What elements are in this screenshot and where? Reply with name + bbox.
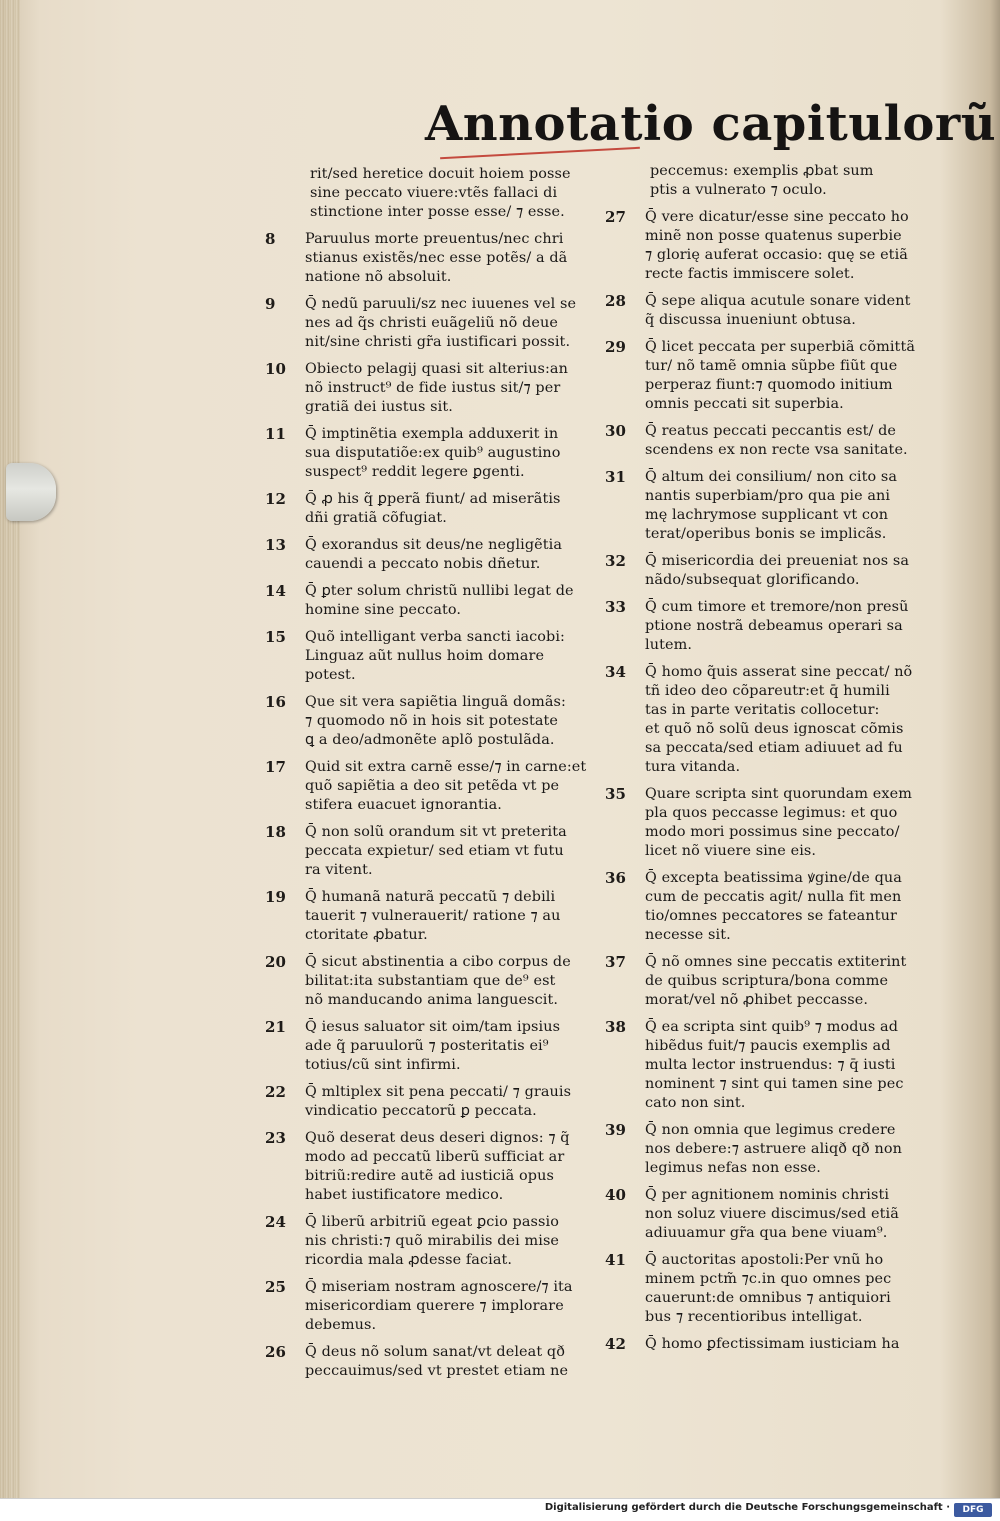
chapter-number: 37	[605, 953, 627, 971]
chapter-number: 32	[605, 552, 627, 570]
chapter-number: 24	[265, 1213, 287, 1231]
chapter-entry	[605, 162, 945, 200]
chapter-entry	[605, 208, 945, 284]
chapter-number: 33	[605, 598, 627, 616]
chapter-entry	[605, 1121, 945, 1178]
chapter-number: 38	[605, 1018, 627, 1036]
chapter-summary: Q̄ cum timore et tremore/non presũ ptione nostrã debeamus operari sa lutem.	[645, 599, 909, 653]
chapter-summary: Q̄ liberũ arbitriũ egeat ꝑcio passio nis christi:⁊ quõ mirabilis dei mise ricordia mala ꝓdesse faciat.	[305, 1214, 560, 1268]
chapter-summary: Obiecto pelagij quasi sit alterius:an nõ instruct⁹ de fide iustus sit/⁊ per gratiã dei iustus sit.	[305, 361, 568, 415]
chapter-number: 31	[605, 468, 627, 486]
chapter-entry	[605, 1335, 945, 1354]
chapter-number: 25	[265, 1278, 287, 1296]
chapter-number: 41	[605, 1251, 627, 1269]
chapter-entry	[605, 422, 945, 460]
chapter-entry	[605, 1186, 945, 1243]
chapter-entry	[265, 1278, 605, 1335]
chapter-summary: Quare scripta sint quorundam exem pla quos peccasse legimus: et quo modo mori possimus sine peccato/ licet nõ viuere sine eis.	[645, 786, 912, 859]
chapter-number: 28	[605, 292, 627, 310]
funding-credit: Digitalisierung gefördert durch die Deutsche Forschungsgemeinschaft ·	[544, 1502, 950, 1513]
chapter-entry	[265, 628, 605, 685]
chapter-summary: Q̄ auctoritas apostoli:Per vnũ ho minem pctm̃ ⁊c.in quo omnes pec cauerunt:de omnibus ⁊ antiquiori bus ⁊ recentioribus intelligat.	[645, 1252, 892, 1325]
chapter-summary: Q̄ sicut abstinentia a cibo corpus de bilitat:ita substantiam que de⁹ est nõ manducando anima languescit.	[305, 954, 571, 1008]
chapter-entry	[605, 598, 945, 655]
chapter-number: 42	[605, 1335, 627, 1353]
chapter-entry	[265, 295, 605, 352]
chapter-summary: Q̄ homo q̃uis asserat sine peccat/ nõ tñ ideo deo cõpareutr:et q̄ humili tas in parte veritatis collocetur: et quõ nõ solũ deus ignoscat cõmis sa peccata/sed etiam adiuuet ad fu tura vitanda.	[645, 664, 913, 775]
right-column	[605, 162, 945, 1362]
chapter-entry	[265, 425, 605, 482]
chapter-entry	[605, 785, 945, 861]
chapter-entry	[265, 1083, 605, 1121]
book-clamp	[6, 463, 56, 521]
chapter-summary: Q̄ nõ omnes sine peccatis extiterint de quibus scriptura/bona comme morat/vel nõ ꝓhibet peccasse.	[645, 954, 907, 1008]
chapter-entry	[605, 869, 945, 945]
chapter-summary: Q̄ imptinẽtia exempla adduxerit in sua disputatiõe:ex quib⁹ augustino suspect⁹ reddit legere ꝑgenti.	[305, 426, 561, 480]
chapter-number: 40	[605, 1186, 627, 1204]
page-title: Annotatio capitulorũ	[425, 96, 997, 152]
chapter-summary: Q̄ deus nõ solum sanat/vt deleat qð peccauimus/sed vt prestet etiam ne	[305, 1344, 569, 1379]
chapter-entry	[265, 1213, 605, 1270]
chapter-number: 29	[605, 338, 627, 356]
chapter-entry	[265, 490, 605, 528]
chapter-summary: Q̄ vere dicatur/esse sine peccato ho minẽ non posse quatenus superbie ⁊ glorię auferat occasio: quę se etiã recte factis immiscere solet.	[645, 209, 909, 282]
chapter-number: 39	[605, 1121, 627, 1139]
chapter-entry	[265, 165, 605, 222]
chapter-entry	[265, 823, 605, 880]
chapter-summary: Que sit vera sapiẽtia linguã domãs: ⁊ quomodo nõ in hois sit potestate ꝗ a deo/admonẽte aplõ postulãda.	[305, 694, 566, 748]
chapter-entry	[265, 758, 605, 815]
chapter-summary: Q̄ humanã naturã peccatũ ⁊ debili tauerit ⁊ vulnerauerit/ ratione ⁊ au ctoritate ꝓbatur.	[305, 889, 561, 943]
chapter-summary: Q̄ mltiplex sit pena peccati/ ⁊ grauis vindicatio peccatorũ ꝑ peccata.	[305, 1084, 572, 1119]
chapter-summary: Q̄ ꝑter solum christũ nullibi legat de homine sine peccato.	[305, 583, 574, 618]
chapter-number: 22	[265, 1083, 287, 1101]
chapter-number: 21	[265, 1018, 287, 1036]
left-column	[265, 165, 605, 1389]
chapter-entry	[605, 663, 945, 777]
chapter-entry	[265, 536, 605, 574]
chapter-entry	[265, 888, 605, 945]
chapter-entry	[265, 1343, 605, 1381]
chapter-summary: Q̄ misericordia dei preueniat nos sa nãdo/subsequat glorificando.	[645, 553, 910, 588]
chapter-summary: Q̄ ea scripta sint quib⁹ ⁊ modus ad hibẽdus fuit/⁊ paucis exemplis ad multa lector instruendus: ⁊ q̄ iusti nominent ⁊ sint qui tamen sine pec cato non sint.	[645, 1019, 904, 1111]
chapter-number: 34	[605, 663, 627, 681]
chapter-number: 27	[605, 208, 627, 226]
footer-bar	[0, 1498, 1000, 1521]
chapter-entry	[605, 468, 945, 544]
chapter-number: 8	[265, 230, 276, 248]
chapter-number: 16	[265, 693, 287, 711]
chapter-entry	[605, 953, 945, 1010]
chapter-summary: Quid sit extra carnẽ esse/⁊ in carne:et quõ sapiẽtia a deo sit petẽda vt pe stifera euacuet ignorantia.	[305, 759, 587, 813]
page-edge-stack	[0, 0, 20, 1498]
chapter-number: 35	[605, 785, 627, 803]
chapter-summary: Quõ intelligant verba sancti iacobi: Linguaz aũt nullus hoim domare potest.	[305, 629, 566, 683]
chapter-number: 13	[265, 536, 287, 554]
chapter-entry	[605, 1018, 945, 1113]
chapter-entry	[265, 953, 605, 1010]
chapter-summary: Q̄ exorandus sit deus/ne negligẽtia cauendi a peccato nobis dñetur.	[305, 537, 563, 572]
chapter-number: 12	[265, 490, 287, 508]
chapter-summary: Q̄ miseriam nostram agnoscere/⁊ ita misericordiam querere ⁊ implorare debemus.	[305, 1279, 573, 1333]
chapter-entry	[605, 552, 945, 590]
chapter-number: 19	[265, 888, 287, 906]
chapter-number: 11	[265, 425, 287, 443]
chapter-number: 18	[265, 823, 287, 841]
chapter-summary: peccemus: exemplis ꝓbat sum ptis a vulnerato ⁊ oculo.	[650, 163, 874, 198]
chapter-number: 36	[605, 869, 627, 887]
chapter-number: 30	[605, 422, 627, 440]
chapter-entry	[265, 230, 605, 287]
chapter-summary: Q̄ non omnia que legimus credere nos debere:⁊ astruere aliqð qð non legimus nefas non esse.	[645, 1122, 902, 1176]
chapter-number: 14	[265, 582, 287, 600]
chapter-entry	[265, 360, 605, 417]
chapter-entry	[605, 1251, 945, 1327]
chapter-entry	[265, 1129, 605, 1205]
chapter-summary: Q̄ iesus saluator sit oim/tam ipsius ade q̃ paruulorũ ⁊ posteritatis ei⁹ totius/cũ sint infirmi.	[305, 1019, 561, 1073]
chapter-summary: Paruulus morte preuentus/nec chri stianus existẽs/nec esse potẽs/ a dã natione nõ absoluit.	[305, 231, 568, 285]
chapter-summary: Q̄ homo ꝑfectissimam iusticiam ha	[645, 1336, 900, 1352]
chapter-number: 9	[265, 295, 276, 313]
chapter-entry	[265, 582, 605, 620]
chapter-entry	[265, 1018, 605, 1075]
dfg-logo-icon: DFG	[954, 1503, 992, 1517]
chapter-number: 15	[265, 628, 287, 646]
chapter-summary: Q̄ altum dei consilium/ non cito sa nantis superbiam/pro qua pie ani mę lachrymose supplicant vt con terat/operibus bonis se implicãs.	[645, 469, 898, 542]
chapter-summary: Q̄ ꝓ his q̃ ꝑperã fiunt/ ad miserãtis dñi gratiã cõfugiat.	[305, 491, 561, 526]
chapter-entry	[265, 693, 605, 750]
chapter-number: 10	[265, 360, 287, 378]
chapter-summary: Q̄ per agnitionem nominis christi non soluz viuere discimus/sed etiã adiuuamur gr̃a qua bene viuam⁹.	[645, 1187, 899, 1241]
chapter-summary: Q̄ licet peccata per superbiã cõmittã tur/ nõ tamẽ omnia sũpbe fiũt que perperaz fiunt:⁊ quomodo initium omnis peccati sit superbia.	[645, 339, 916, 412]
chapter-summary: rit/sed heretice docuit hoiem posse sine peccato viuere:vtẽs fallaci di stinctione inter posse esse/ ⁊ esse.	[310, 166, 571, 220]
chapter-summary: Q̄ reatus peccati peccantis est/ de scendens ex non recte vsa sanitate.	[645, 423, 908, 458]
chapter-number: 17	[265, 758, 287, 776]
chapter-entry	[605, 292, 945, 330]
chapter-summary: Quõ deserat deus deseri dignos: ⁊ q̃ modo ad peccatũ liberũ sufficiat ar bitriũ:redire autẽ ad iusticiã opus habet iustificatore medico.	[305, 1130, 570, 1203]
chapter-summary: Q̄ excepta beatissima ꝟgine/de qua cum de peccatis agit/ nulla fit men tio/omnes peccatores se fateantur necesse sit.	[645, 870, 902, 943]
chapter-number: 20	[265, 953, 287, 971]
chapter-summary: Q̄ sepe aliqua acutule sonare vident q̃ discussa inueniunt obtusa.	[645, 293, 911, 328]
chapter-summary: Q̄ nedũ paruuli/sz nec iuuenes vel se nes ad q̃s christi euãgeliũ nõ deue nit/sine christi gr̃a iustificari possit.	[305, 296, 577, 350]
chapter-entry	[605, 338, 945, 414]
chapter-number: 26	[265, 1343, 287, 1361]
chapter-number: 23	[265, 1129, 287, 1147]
chapter-summary: Q̄ non solũ orandum sit vt preterita peccata expietur/ sed etiam vt futu ra vitent.	[305, 824, 567, 878]
